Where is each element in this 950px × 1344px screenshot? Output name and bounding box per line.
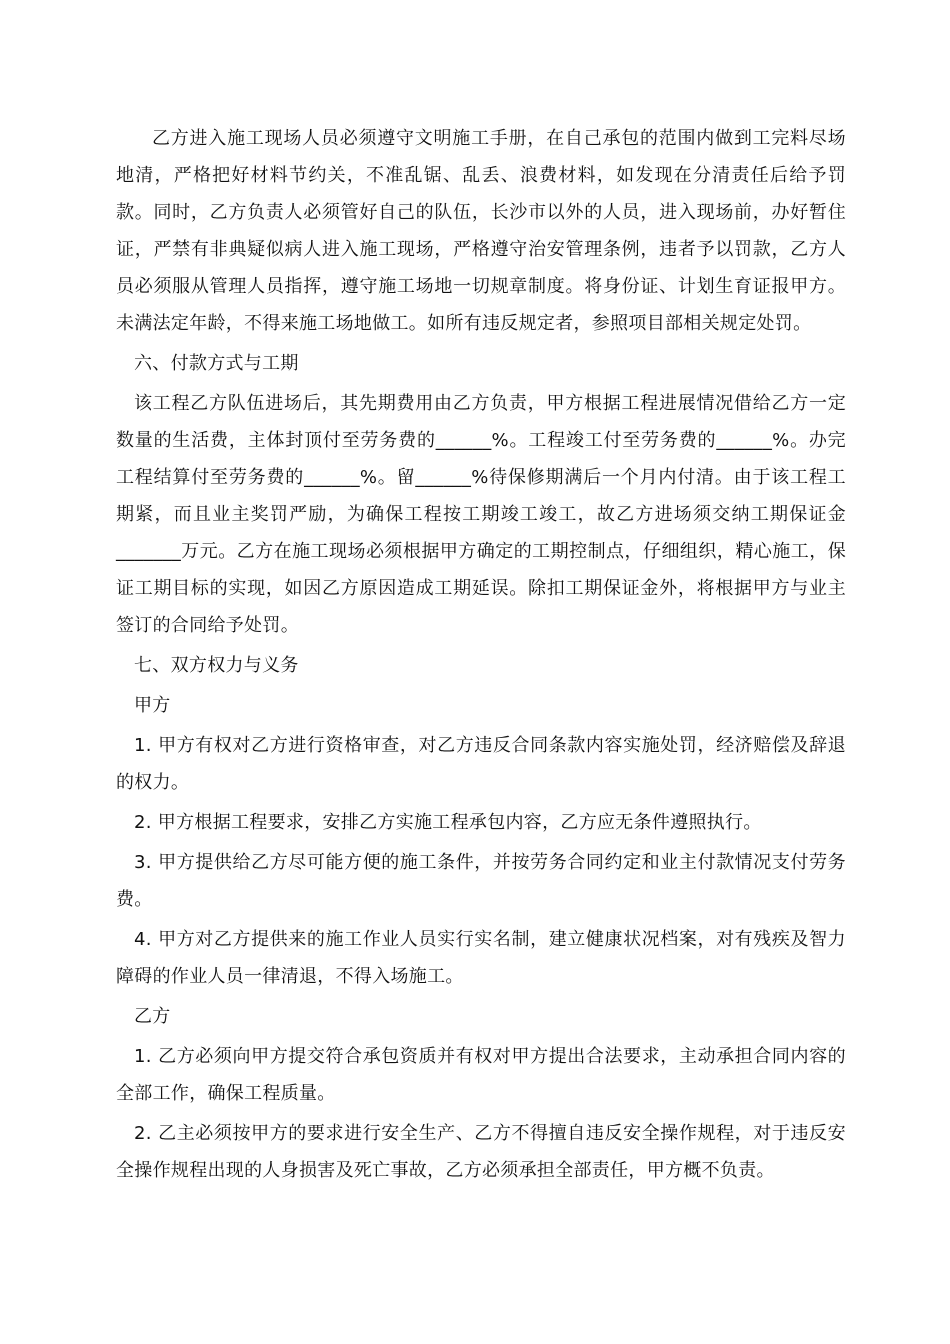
document-page — [116, 120, 846, 1192]
paragraph-payment-terms: 该工程乙方队伍进场后，其先期费用由乙方负责，甲方根据工程进展情况借给乙方一定数量的生活费，主体封顶付至劳务费的______%。工程竣工付至劳务费的______%。办完工程结算付至劳务费的______%。留______%待保修期满后一个月内付清。由于该工程工期紧，而且业主奖罚严励，为确保工程按工期竣工竣工，故乙方进场须交纳工期保证金_______万元。乙方在施工现场必须根据甲方确定的工期控制点，仔细组织，精心施工，保证工期目标的实现，如因乙方原因造成工期延误。除扣工期保证金外，将根据甲方与业主签订的合同给予处罚。 — [116, 393, 846, 636]
party-b-item-2: 2. 乙主必须按甲方的要求进行安全生产、乙方不得擅自违反安全操作规程，对于违反安全操作规程出现的人身损害及死亡事故，乙方必须承担全部责任，甲方概不负责。 — [116, 1123, 846, 1181]
party-a-item-4: 4. 甲方对乙方提供来的施工作业人员实行实名制，建立健康状况档案，对有残疾及智力障碍的作业人员一律清退，不得入场施工。 — [116, 929, 846, 987]
subheading-party-b: 乙方 — [134, 1006, 171, 1027]
party-b-item-1: 1. 乙方必须向甲方提交符合承包资质并有权对甲方提出合法要求，主动承担合同内容的全部工作，确保工程质量。 — [116, 1046, 846, 1104]
section-heading-payment: 六、付款方式与工期 — [134, 353, 299, 374]
party-a-item-2: 2. 甲方根据工程要求，安排乙方实施工程承包内容，乙方应无条件遵照执行。 — [134, 812, 762, 833]
subheading-party-a: 甲方 — [134, 695, 171, 716]
section-heading-rights: 七、双方权力与义务 — [134, 655, 299, 676]
party-a-item-1: 1. 甲方有权对乙方进行资格审查，对乙方违反合同条款内容实施处罚，经济赔偿及辞退的权力。 — [116, 735, 846, 793]
party-a-item-3: 3. 甲方提供给乙方尽可能方便的施工条件，并按劳务合同约定和业主付款情况支付劳务费。 — [116, 852, 846, 910]
paragraph-site-rules: 乙方进入施工现场人员必须遵守文明施工手册，在自己承包的范围内做到工完料尽场地清，严格把好材料节约关，不准乱锯、乱丢、浪费材料，如发现在分清责任后给予罚款。同时，乙方负责人必须管好自己的队伍，长沙市以外的人员，进入现场前，办好暂住证，严禁有非典疑似病人进入施工现场，严格遵守治安管理条例，违者予以罚款，乙方人员必须服从管理人员指挥，遵守施工场地一切规章制度。将身份证、计划生育证报甲方。未满法定年龄，不得来施工场地做工。如所有违反规定者，参照项目部相关规定处罚。 — [116, 128, 846, 334]
